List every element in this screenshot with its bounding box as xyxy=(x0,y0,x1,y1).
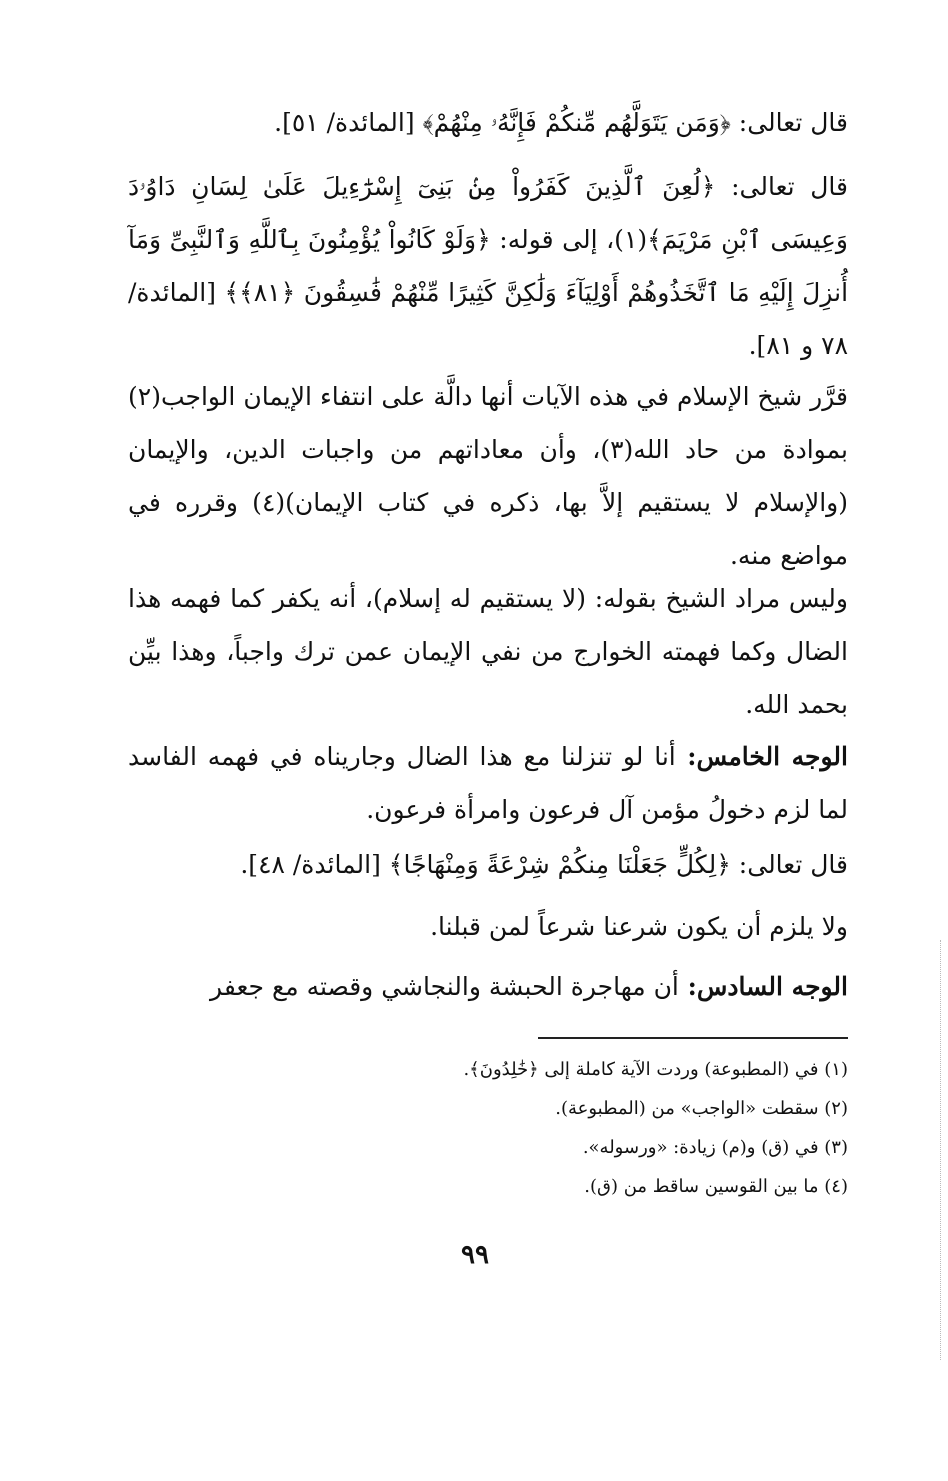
paragraph-4 xyxy=(128,572,848,731)
paragraph-3-text: قرَّر شيخ الإسلام في هذه الآيات أنها دالَّة على انتفاء الإيمان الواجب(٢) بموادة من حاد الله(٣)، وأن معاداتهم من واجبات الدين، والإيمان (والإسلام لا يستقيم إلاَّ بها، ذكره في كتاب الإيمان)(٤) وقرره في مواضع منه. xyxy=(128,382,848,570)
paragraph-4-text: وليس مراد الشيخ بقوله: (لا يستقيم له إسلام)، أنه يكفر كما فهمه هذا الضال وكما فهمته الخوارج من نفي الإيمان عمن ترك واجباً، وهذا بيِّن بحمد الله. xyxy=(128,584,848,719)
footnote-divider xyxy=(538,1037,848,1039)
footnote-3: (٣) في (ق) و(م) زيادة: «ورسوله». xyxy=(582,1137,848,1158)
footnote-1: (١) في (المطبوعة) وردت الآية كاملة إلى ﴿خَٰلِدُونَ﴾. xyxy=(463,1059,848,1080)
paragraph-8-text: أن مهاجرة الحبشة والنجاشي وقصته مع جعفر xyxy=(210,972,679,1001)
paragraph-5-text: أنا لو تنزلنا مع هذا الضال وجاريناه في فهمه الفاسد لما لزم دخولُ مؤمن آل فرعون وامرأة فرعون. xyxy=(128,742,848,824)
paragraph-2-text: قال تعالى: ﴿لُعِنَ ٱلَّذِينَ كَفَرُواْ مِنۢ بَنِىٓ إِسْرَٰٓءِيلَ عَلَىٰ لِسَانِ دَاوُۥدَ وَعِيسَى ٱبْنِ مَرْيَمَ﴾(١)، إلى قوله: ﴿وَلَوْ كَانُواْ يُؤْمِنُونَ بِٱللَّهِ وَٱلنَّبِىِّ وَمَآ أُنزِلَ إِلَيْهِ مَا ٱتَّخَذُوهُمْ أَوْلِيَآءَ وَلَٰكِنَّ كَثِيرًا مِّنْهُمْ فَٰسِقُونَ ﴿٨١﴾﴾ [المائدة/ ٧٨ و ٨١]. xyxy=(128,172,849,360)
footnote-2: (٢) سقطت «الواجب» من (المطبوعة). xyxy=(555,1098,848,1119)
paragraph-8 xyxy=(128,960,848,1013)
paragraph-8-lead: الوجه السادس: xyxy=(678,972,848,1001)
paragraph-2 xyxy=(128,160,848,372)
paragraph-3 xyxy=(128,370,848,582)
paragraph-6-text: قال تعالى: ﴿لِكُلٍّ جَعَلْنَا مِنكُمْ شِرْعَةً وَمِنْهَاجًا﴾ [المائدة/ ٤٨]. xyxy=(240,850,848,879)
paragraph-5 xyxy=(128,730,848,836)
paragraph-1 xyxy=(128,96,848,149)
paragraph-7-text: ولا يلزم أن يكون شرعنا شرعاً لمن قبلنا. xyxy=(430,912,848,941)
page-number: ٩٩ xyxy=(461,1240,489,1270)
footnotes xyxy=(300,1050,848,1206)
paragraph-5-lead: الوجه الخامس: xyxy=(675,742,848,771)
scan-edge-marks xyxy=(940,940,943,1360)
paragraph-6 xyxy=(128,838,848,891)
paragraph-7 xyxy=(128,900,848,953)
footnote-4: (٤) ما بين القوسين ساقط من (ق). xyxy=(584,1176,848,1197)
paragraph-1-text: قال تعالى: ﴿وَمَن يَتَوَلَّهُم مِّنكُمْ فَإِنَّهُۥ مِنْهُمْ﴾ [المائدة/ ٥١]. xyxy=(274,108,848,137)
